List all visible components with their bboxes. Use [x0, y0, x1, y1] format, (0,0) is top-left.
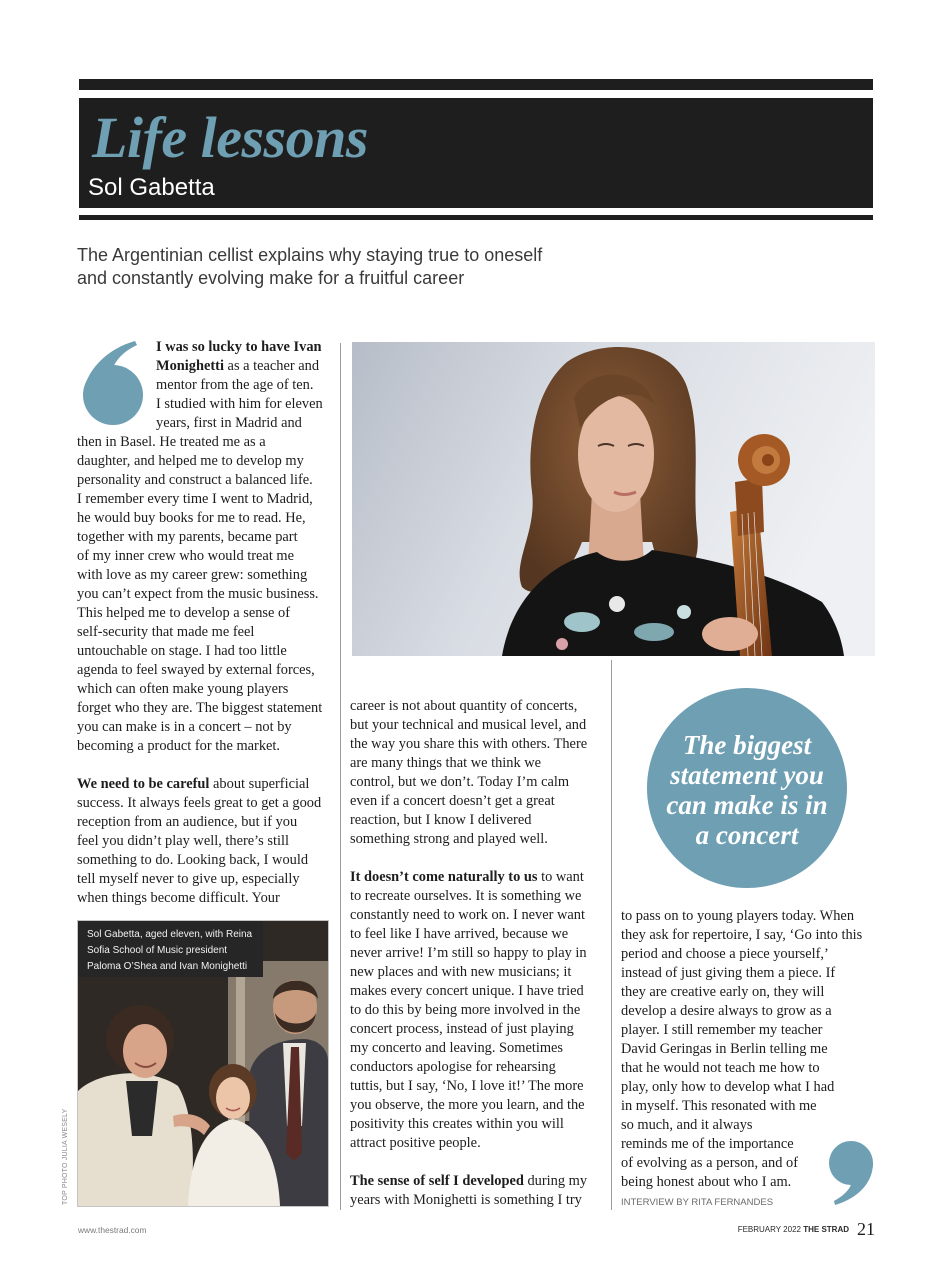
text-line: [350, 868, 587, 887]
pull-quote-line: statement you: [670, 760, 824, 790]
text-line: becoming a product for the market.: [77, 738, 280, 754]
text-line: positivity this creates within you will: [350, 1116, 564, 1132]
paragraph: [350, 868, 587, 1153]
footer-issue-date: FEBRUARY 2022: [737, 1225, 801, 1234]
photo-caption-line: Sol Gabetta, aged eleven, with Reina: [87, 929, 253, 940]
standfirst-line: and constantly evolving make for a fruitful career: [77, 268, 465, 288]
header-bottom-rule: [79, 215, 873, 220]
text-line: you can’t expect from the music business.: [77, 586, 319, 602]
footer-issue: [738, 1224, 849, 1236]
text-line: to do this by being more involved in the: [350, 1002, 581, 1018]
header-top-rule: [79, 79, 873, 90]
pull-quote-line: The biggest: [682, 730, 812, 760]
text-line: something strong and played well.: [350, 831, 548, 847]
text-line: forget who they are. The biggest statement: [77, 700, 323, 716]
standfirst: [77, 244, 542, 290]
page-title: Life lessons: [92, 105, 368, 170]
bold-lead-in: I was so lucky to have Ivan: [156, 339, 322, 355]
text-line: in myself. This resonated with me: [621, 1098, 817, 1114]
text-line: years, first in Madrid and: [156, 415, 302, 431]
text-line: I remember every time I went to Madrid,: [77, 491, 313, 507]
portrait-illustration: [352, 342, 875, 656]
text-line: tell myself never to give up, especially: [77, 871, 300, 887]
photo-credit: TOP PHOTO JULIA WESELY: [62, 1108, 69, 1205]
woman-face: [123, 1024, 167, 1078]
text-line: to feel like I have arrived, because we: [350, 926, 569, 942]
paragraph: [77, 338, 323, 756]
text-line: they are creative early on, they will: [621, 984, 825, 1000]
text-line: reaction, but I know I delivered: [350, 812, 532, 828]
text-line: when things become difficult. Your: [77, 890, 280, 906]
text-line: [77, 775, 323, 794]
column-rule: [611, 660, 612, 1210]
text-line: career is not about quantity of concerts,: [350, 698, 578, 714]
text-line: period and choose a piece yourself,’: [621, 946, 829, 962]
text-line: attract positive people.: [350, 1135, 481, 1151]
text-line: I studied with him for eleven: [156, 396, 323, 412]
text-line: David Geringas in Berlin telling me: [621, 1041, 828, 1057]
text-line: with love as my career grew: something: [77, 567, 308, 583]
archive-photo: [78, 921, 328, 1206]
pull-quote-line: a concert: [695, 820, 799, 850]
paragraph: [350, 697, 587, 849]
bold-lead-in: We need to be careful: [77, 776, 210, 792]
text-line: player. I still remember my teacher: [621, 1022, 823, 1038]
text-line: together with my parents, became part: [77, 529, 298, 545]
text-line: then in Basel. He treated me as a: [77, 434, 266, 450]
text-line: even if a concert doesn’t get a great: [350, 793, 555, 809]
text-line: personality and construct a balanced life.: [77, 472, 313, 488]
text-line: [350, 1172, 587, 1191]
footer-website: www.thestrad.com: [78, 1225, 147, 1235]
pull-quote: [647, 688, 847, 888]
bold-lead-in: Monighetti: [156, 358, 224, 374]
text-line: he would buy books for me to read. He,: [77, 510, 306, 526]
floral-print: [634, 623, 674, 641]
interviewee-name: Sol Gabetta: [88, 174, 215, 201]
bold-lead-in: It doesn’t come naturally to us: [350, 869, 538, 885]
floral-print: [564, 612, 600, 632]
text-line: untouchable on stage. I had too little: [77, 643, 287, 659]
byline: INTERVIEW BY RITA FERNANDES: [621, 1197, 774, 1208]
text-line: to recreate ourselves. It is something we: [350, 888, 582, 904]
standfirst-line: The Argentinian cellist explains why staying true to oneself: [77, 245, 543, 265]
text-line: you can make is in a concert – not by: [77, 719, 292, 735]
girl-face: [216, 1077, 250, 1119]
text-line: concert process, instead of just playing: [350, 1021, 574, 1037]
text-line: but your technical and musical level, and: [350, 717, 587, 733]
body-column-2: [350, 697, 587, 1210]
text-run: to want: [537, 869, 584, 885]
text-line: feel you didn’t play well, there’s still: [77, 833, 289, 849]
text-line: to pass on to young players today. When: [621, 908, 855, 924]
text-line: makes every concert unique. I have tried: [350, 983, 584, 999]
text-line: instead of just giving them a piece. If: [621, 965, 836, 981]
portrait-photo: [352, 342, 875, 656]
text-line: they ask for repertoire, I say, ‘Go into this: [621, 927, 863, 943]
text-line: of evolving as a person, and of: [621, 1155, 799, 1171]
text-line: years with Monighetti is something I try: [350, 1192, 582, 1208]
text-line: tuttis, but I say, ‘No, I love it!’ The more: [350, 1078, 584, 1094]
cello-pegbox: [735, 478, 764, 536]
text-line: new places and with new musicians; it: [350, 964, 572, 980]
photo-caption-line: Sofia School of Music president: [87, 945, 228, 956]
footer-publication: THE STRAD: [803, 1225, 849, 1234]
text-line: are many things that we think we: [350, 755, 542, 771]
text-line: which can often make young players: [77, 681, 289, 697]
column-rule: [340, 343, 341, 1210]
floral-print: [556, 638, 568, 650]
text-line: play, only how to develop what I had: [621, 1079, 835, 1095]
text-line: mentor from the age of ten.: [156, 377, 314, 393]
text-line: constantly need to work on. I never want: [350, 907, 585, 923]
paragraph: [350, 1172, 587, 1210]
pull-quote-line: can make is in: [666, 790, 828, 820]
text-line: [77, 338, 323, 357]
pull-quote-text: [647, 730, 847, 850]
page-number: 21: [857, 1219, 875, 1239]
text-line: agenda to feel swayed by external forces,: [77, 662, 315, 678]
text-line: success. It always feels great to get a good: [77, 795, 322, 811]
text-line: my concerto and leaving. Sometimes: [350, 1040, 564, 1056]
text-line: of my inner crew who would treat me: [77, 548, 294, 564]
text-line: you observe, the more you learn, and the: [350, 1097, 585, 1113]
text-line: self-security that made me feel: [77, 624, 255, 640]
text-line: something to do. Looking back, I would: [77, 852, 309, 868]
text-line: reminds me of the importance: [621, 1136, 794, 1152]
text-run: about superficial: [209, 776, 310, 792]
bold-lead-in: The sense of self I developed: [350, 1173, 524, 1189]
photo-caption: [78, 921, 263, 977]
paragraph: [77, 775, 323, 908]
text-line: develop a desire always to grow as a: [621, 1003, 832, 1019]
text-line: This helped me to develop a sense of: [77, 605, 290, 621]
text-line: that he would not teach me how to: [621, 1060, 820, 1076]
text-line: never arrive! I’m still so happy to play in: [350, 945, 587, 961]
floral-print: [677, 605, 691, 619]
text-line: conductors apologise for rehearsing: [350, 1059, 556, 1075]
text-line: daughter, and helped me to develop my: [77, 453, 304, 469]
close-quote-icon: [827, 1140, 873, 1206]
text-run: during my: [523, 1173, 588, 1189]
text-line: the way you share this with others. There: [350, 736, 588, 752]
text-line: [77, 357, 323, 376]
body-column-1: [77, 338, 323, 908]
photo-caption-line: Paloma O’Shea and Ivan Monighetti: [87, 961, 248, 972]
text-line: reception from an audience, but if you: [77, 814, 298, 830]
hand: [702, 617, 758, 651]
text-run: as a teacher and: [223, 358, 320, 374]
header-banner: [79, 98, 873, 208]
floral-print: [609, 596, 625, 612]
text-line: so much, and it always: [621, 1117, 753, 1133]
text-line: control, but we don’t. Today I’m calm: [350, 774, 570, 790]
text-line: being honest about who I am.: [621, 1174, 792, 1190]
cello-scroll-eye: [762, 454, 774, 466]
